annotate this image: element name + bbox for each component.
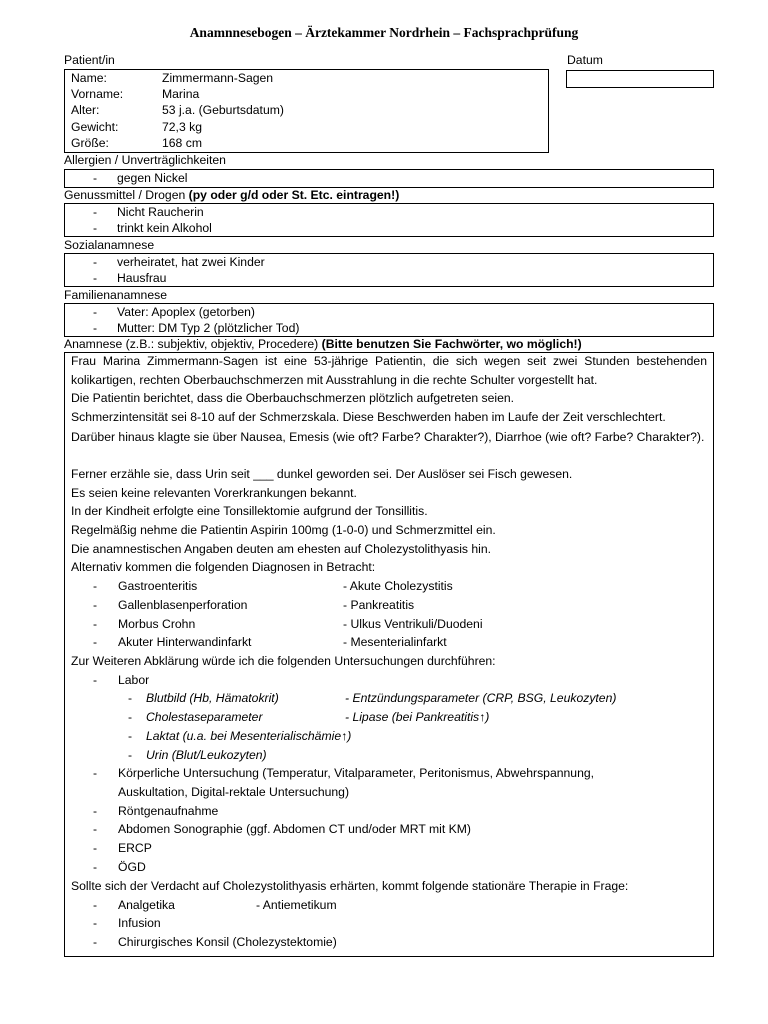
untersuchung-item: Körperliche Untersuchung (Temperatur, Vitalparameter, Peritonismus, Abwehrspannung,: [118, 766, 595, 780]
anamnese-paragraph: Darüber hinaus klagte sie über Nausea, Emesis (wie oft? Farbe? Charakter?), Diarrhoe (wie oft? Farbe? Charakter?).: [71, 430, 705, 444]
genuss-label: Genussmittel / Drogen: [64, 188, 186, 202]
bullet-dash: -: [93, 617, 98, 631]
alter-label: Alter:: [71, 103, 100, 117]
familie-label: Familienanamnese: [64, 288, 167, 302]
bullet-dash: -: [93, 898, 98, 912]
patient-label: Patient/in: [64, 53, 115, 67]
genuss-box: [64, 203, 714, 237]
bullet-dash: -: [93, 822, 98, 836]
name-label: Name:: [71, 71, 107, 85]
page-title: Anamnnesebogen – Ärztekammer Nordrhein – Fachsprachprüfung: [189, 25, 579, 40]
untersuchung-item: ERCP: [118, 841, 152, 855]
labor-sub-item: - Lipase (bei Pankreatitis↑): [345, 710, 490, 724]
therapie-item: - Antiemetikum: [256, 898, 337, 912]
untersuchung-item: ÖGD: [118, 860, 146, 874]
labor-item: Labor: [118, 673, 150, 687]
bullet-dash: -: [93, 860, 98, 874]
anamnese-hint-bold: (Bitte benutzen Sie Fachwörter, wo möglich!): [321, 337, 582, 351]
genuss-item: Nicht Raucherin: [117, 205, 204, 219]
bullet-dash: -: [93, 635, 98, 649]
bullet-dash: -: [93, 255, 98, 269]
bullet-dash: -: [128, 748, 133, 762]
anamnese-line: Zur Weiteren Abklärung würde ich die folgenden Untersuchungen durchführen:: [71, 654, 496, 668]
datum-label: Datum: [567, 53, 603, 67]
bullet-dash: -: [128, 729, 133, 743]
labor-sub-item: Urin (Blut/Leukozyten): [146, 748, 267, 762]
bullet-dash: -: [93, 271, 98, 285]
anamnese-label-wrap: [64, 336, 582, 352]
gewicht-label: Gewicht:: [71, 120, 119, 134]
dx-right-item: - Ulkus Ventrikuli/Duodeni: [343, 617, 483, 631]
labor-sub-item: Laktat (u.a. bei Mesenterialischämie↑): [146, 729, 352, 743]
allergien-box: [64, 169, 714, 188]
familie-box: [64, 303, 714, 337]
anamnese-line: Schmerzintensität sei 8-10 auf der Schmerzskala. Diese Beschwerden haben im Laufe der Zeit verschlechtert.: [71, 410, 666, 424]
genuss-label-wrap: [64, 187, 399, 203]
dx-left-item: Gastroenteritis: [118, 579, 198, 593]
sozial-box: [64, 253, 714, 287]
dx-left-item: Gallenblasenperforation: [118, 598, 248, 612]
dx-right-item: - Akute Cholezystitis: [343, 579, 453, 593]
bullet-dash: -: [93, 321, 98, 335]
gewicht-value: 72,3 kg: [162, 120, 202, 134]
labor-sub-item: Cholestaseparameter: [146, 710, 263, 724]
anamnese-line: Es seien keine relevanten Vorerkrankungen bekannt.: [71, 486, 357, 500]
dx-left-item: Morbus Crohn: [118, 617, 196, 631]
anamnese-line: Ferner erzähle sie, dass Urin seit ___ dunkel geworden sei. Der Auslöser sei Fisch gewesen.: [71, 467, 573, 481]
bullet-dash: -: [93, 916, 98, 930]
allergien-label: Allergien / Unverträglichkeiten: [64, 153, 226, 167]
bullet-dash: -: [93, 579, 98, 593]
bullet-dash: -: [93, 305, 98, 319]
untersuchung-item: Abdomen Sonographie (ggf. Abdomen CT und/oder MRT mit KM): [118, 822, 471, 836]
groesse-label: Größe:: [71, 136, 109, 150]
anamnese-line: Die anamnestischen Angaben deuten am ehesten auf Cholezystolithyasis hin.: [71, 542, 492, 556]
bullet-dash: -: [93, 673, 98, 687]
untersuchung-item: Röntgenaufnahme: [118, 804, 219, 818]
sozial-item: verheiratet, hat zwei Kinder: [117, 255, 265, 269]
therapie-item: Chirurgisches Konsil (Cholezystektomie): [118, 935, 337, 949]
therapie-item: Infusion: [118, 916, 161, 930]
bullet-dash: -: [93, 935, 98, 949]
bullet-dash: -: [93, 205, 98, 219]
bullet-dash: -: [93, 598, 98, 612]
familie-item: Vater: Apoplex (getorben): [117, 305, 255, 319]
name-value: Zimmermann-Sagen: [162, 71, 274, 85]
vorname-value: Marina: [162, 87, 200, 101]
patient-box: [64, 69, 549, 153]
sozial-item: Hausfrau: [117, 271, 167, 285]
anamnese-line: Regelmäßig nehme die Patientin Aspirin 100mg (1-0-0) und Schmerzmittel ein.: [71, 523, 496, 537]
datum-field[interactable]: [566, 70, 714, 88]
untersuchung-item-cont: Auskultation, Digital-rektale Untersuchung): [118, 785, 349, 799]
anamnese-label: Anamnese: [64, 337, 123, 351]
bullet-dash: -: [93, 221, 98, 235]
dx-left-item: Akuter Hinterwandinfarkt: [118, 635, 252, 649]
therapie-item: Analgetika: [118, 898, 175, 912]
alter-value: 53 j.a. (Geburtsdatum): [162, 103, 284, 117]
dx-right-item: - Pankreatitis: [343, 598, 415, 612]
anamnese-paragraph: Frau Marina Zimmermann-Sagen ist eine 53-jährige Patientin, die sich wegen seit zwei Stunden bestehenden kolikartigen, rechten Oberbauchschmerzen mit Ausstrahlung in die rechte Schulter vorgestellt hat.: [71, 354, 707, 387]
bullet-dash: -: [93, 171, 98, 185]
labor-sub-item: - Entzündungsparameter (CRP, BSG, Leukozyten): [345, 691, 617, 705]
bullet-dash: -: [93, 804, 98, 818]
groesse-value: 168 cm: [162, 136, 202, 150]
sozial-label: Sozialanamnese: [64, 238, 155, 252]
anamnese-line: Alternativ kommen die folgenden Diagnosen in Betracht:: [71, 560, 376, 574]
bullet-dash: -: [93, 841, 98, 855]
labor-sub-item: Blutbild (Hb, Hämatokrit): [146, 691, 279, 705]
anamnese-line: Die Patientin berichtet, dass die Oberbauchschmerzen plötzlich aufgetreten seien.: [71, 391, 515, 405]
anamnese-line: In der Kindheit erfolgte eine Tonsillektomie aufgrund der Tonsillitis.: [71, 504, 428, 518]
allergien-item: gegen Nickel: [117, 171, 188, 185]
vorname-label: Vorname:: [71, 87, 124, 101]
dx-right-item: - Mesenterialinfarkt: [343, 635, 447, 649]
bullet-dash: -: [128, 691, 133, 705]
genuss-item: trinkt kein Alkohol: [117, 221, 212, 235]
familie-item: Mutter: DM Typ 2 (plötzlicher Tod): [117, 321, 300, 335]
bullet-dash: -: [128, 710, 133, 724]
bullet-dash: -: [93, 766, 98, 780]
anamnese-line: Sollte sich der Verdacht auf Cholezystolithyasis erhärten, kommt folgende stationäre Therapie in Frage:: [71, 879, 629, 893]
anamnese-hint: (z.B.: subjektiv, objektiv, Procedere): [125, 337, 319, 351]
genuss-hint: (py oder g/d oder St. Etc. eintragen!): [188, 188, 400, 202]
